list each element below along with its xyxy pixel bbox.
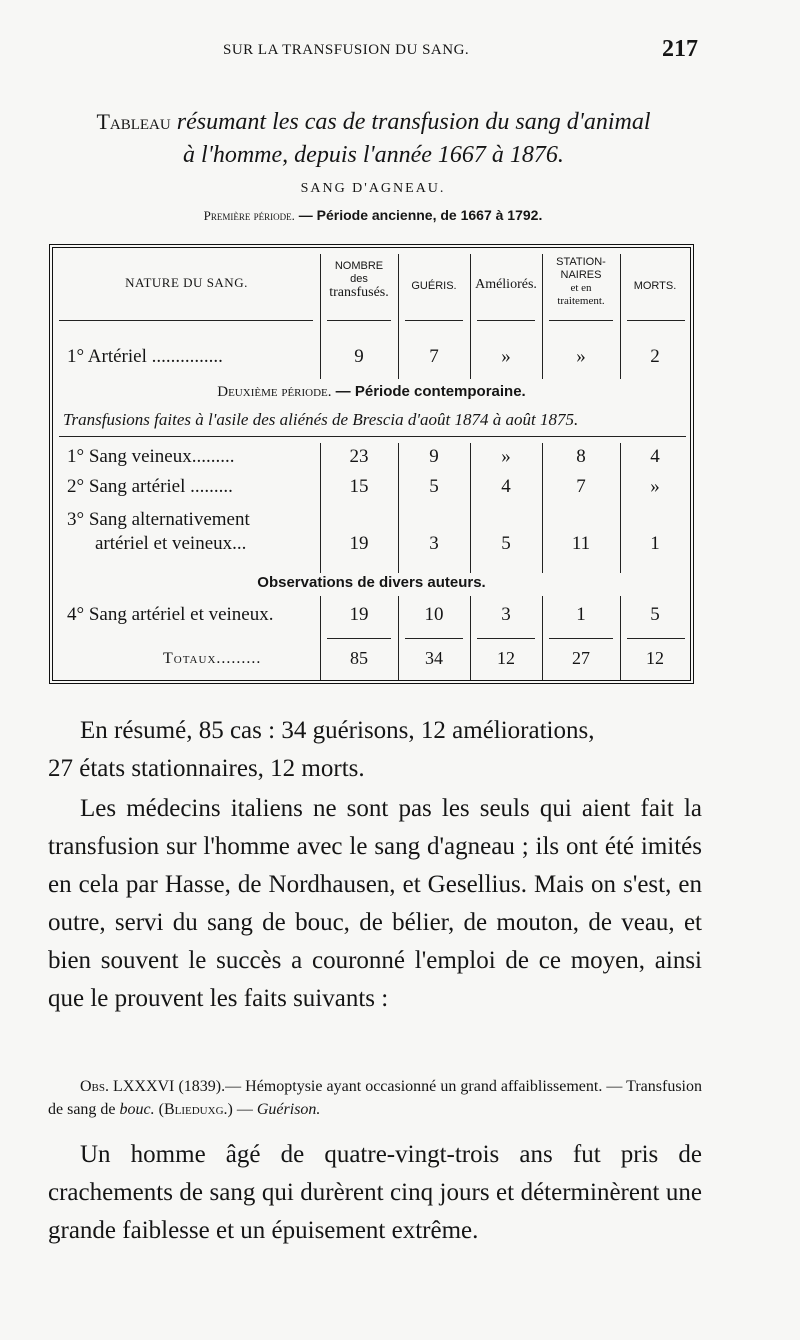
row-label-veineux: 1° Sang veineux......... [67, 446, 235, 467]
totals-rule [627, 638, 685, 639]
header-rule [59, 320, 313, 321]
cell-nombre: 9 [354, 346, 364, 367]
cell-nombre: 23 [349, 446, 369, 467]
header-rule [327, 320, 391, 321]
cell-gueris: 3 [429, 533, 439, 554]
row-label-alternativement: 3° Sang alternativement [67, 509, 250, 530]
header-station-line: STATION- [556, 256, 606, 268]
header-stationnaires [542, 256, 620, 308]
cell-stationnaires: 7 [576, 476, 586, 497]
resume-line: 27 états stationnaires, 12 morts. [48, 755, 365, 782]
header-rule [405, 320, 463, 321]
cell-morts-total: 12 [646, 648, 664, 668]
homme-paragraph [48, 1136, 702, 1250]
deuxieme-periode-text: — Période contemporaine. [331, 383, 526, 400]
header-nature: NATURE DU SANG. [125, 275, 248, 290]
table-title-rest: résumant les cas de transfusion du sang d'animal [170, 109, 651, 135]
table-title [46, 105, 701, 172]
homme-text: Un homme âgé de quatre-vingt-trois ans fut pris de crachements de sang qui durèrent cinq jours et déterminèrent une grande faiblesse et un épuisement extrême. [48, 1141, 702, 1244]
totals-rule [477, 638, 535, 639]
premiere-periode [48, 207, 698, 224]
page-number: 217 [662, 36, 698, 62]
medecins-text: Les médecins italiens ne sont pas les seuls qui aient fait la transfusion sur l'homme avec le sang d'agneau ; ils ont été imités en cela par Hasse, de Nordhausen, et Gesellius. Mais on s'est, en outre, servi du sang de bouc, de bélier, de mouton, de veau, et bien souvent le succès a couronné l'emploi de ce moyen, ainsi que le prouvent les faits suivants : [48, 795, 702, 1012]
running-title: SUR LA TRANSFUSION DU SANG. [223, 42, 470, 58]
cell-gueris: 10 [424, 604, 444, 625]
deuxieme-periode [53, 383, 690, 401]
running-head [48, 36, 698, 66]
brescia-caption: Transfusions faites à l'asile des aliénés de Brescia d'août 1874 à août 1875. [63, 410, 579, 429]
resume-line: En résumé, 85 cas : 34 guérisons, 12 améliorations, [80, 717, 595, 744]
header-station-line: et en [570, 282, 592, 294]
header-gueris: GUÉRIS. [411, 280, 457, 292]
resume-paragraph [48, 712, 702, 788]
cell-morts: 1 [650, 533, 660, 554]
cell-stationnaires: 8 [576, 446, 586, 467]
medecins-paragraph [48, 790, 702, 1018]
table-title-line2: à l'homme, depuis l'année 1667 à 1876. [183, 142, 564, 168]
cell-morts: » [650, 476, 660, 497]
totals-rule [405, 638, 463, 639]
header-rule [627, 320, 685, 321]
subtitle-sang-agneau: SANG D'AGNEAU. [300, 181, 446, 196]
deuxieme-periode-label: Deuxième période. [217, 384, 332, 400]
cell-ameliores: 3 [501, 604, 511, 625]
obs-result: Guérison. [256, 1101, 321, 1118]
cell-morts: 4 [650, 446, 660, 467]
cell-nombre: 19 [349, 533, 369, 554]
obs-label: Obs. LXXXVI [80, 1078, 175, 1095]
totals-rule [327, 638, 391, 639]
transfusion-table [49, 244, 694, 684]
totals-rule [549, 638, 613, 639]
obs-text1: (1839).— Hémoptysie ayant occasionné un grand affaiblissement. — Transfusion de sang de [48, 1078, 702, 1118]
cell-nombre: 19 [349, 604, 369, 625]
cell-gueris: 7 [429, 346, 439, 367]
row-label-arteriel: 1° Artériel ............... [67, 346, 223, 367]
header-ameliores: Améliorés. [475, 277, 537, 292]
premiere-periode-label: Première période. [203, 208, 295, 223]
header-station-line: NAIRES [560, 269, 602, 281]
row-label-divers: 4° Sang artériel et veineux. [67, 604, 274, 625]
premiere-periode-text: — Période ancienne, de 1667 à 1792. [294, 207, 543, 223]
cell-gueris: 5 [429, 476, 439, 497]
cell-gueris-total: 34 [425, 648, 443, 668]
header-nombre-line: des [350, 273, 368, 285]
observations-heading: Observations de divers auteurs. [257, 574, 486, 591]
cell-stationnaires: 11 [571, 533, 591, 554]
header-station-line: traitement. [557, 295, 605, 307]
cell-ameliores: 5 [501, 533, 511, 554]
cell-ameliores: » [501, 346, 511, 367]
cell-nombre: 15 [349, 476, 369, 497]
row-label-arteriel-2: 2° Sang artériel ......... [67, 476, 233, 497]
row-label-totaux: Totaux......... [163, 650, 262, 667]
obs-text3: ) — [227, 1101, 257, 1118]
obs-text2: ( [154, 1101, 164, 1118]
cell-nombre-total: 85 [350, 648, 368, 668]
cell-ameliores: 4 [501, 476, 511, 497]
header-nombre [320, 260, 398, 299]
observation-heading [48, 1075, 702, 1121]
obs-author: Blieduxg. [163, 1101, 228, 1118]
table-title-lead: Tableau [96, 109, 171, 134]
cell-ameliores-total: 12 [497, 648, 515, 668]
obs-bouc: bouc. [119, 1101, 155, 1118]
header-rule [549, 320, 613, 321]
cell-stationnaires: 1 [576, 604, 586, 625]
cell-gueris: 9 [429, 446, 439, 467]
cell-stationnaires: » [576, 346, 586, 367]
cell-ameliores: » [501, 446, 511, 467]
header-morts: MORTS. [633, 280, 677, 292]
section-rule [59, 436, 686, 437]
header-rule [477, 320, 535, 321]
cell-morts: 5 [650, 604, 660, 625]
cell-stationnaires-total: 27 [572, 648, 590, 668]
header-nombre-line: transfusés. [329, 285, 389, 300]
row-label-alternativement-cont: artériel et veineux... [95, 533, 247, 554]
header-nombre-line: NOMBRE [334, 260, 384, 272]
cell-morts: 2 [650, 346, 660, 367]
